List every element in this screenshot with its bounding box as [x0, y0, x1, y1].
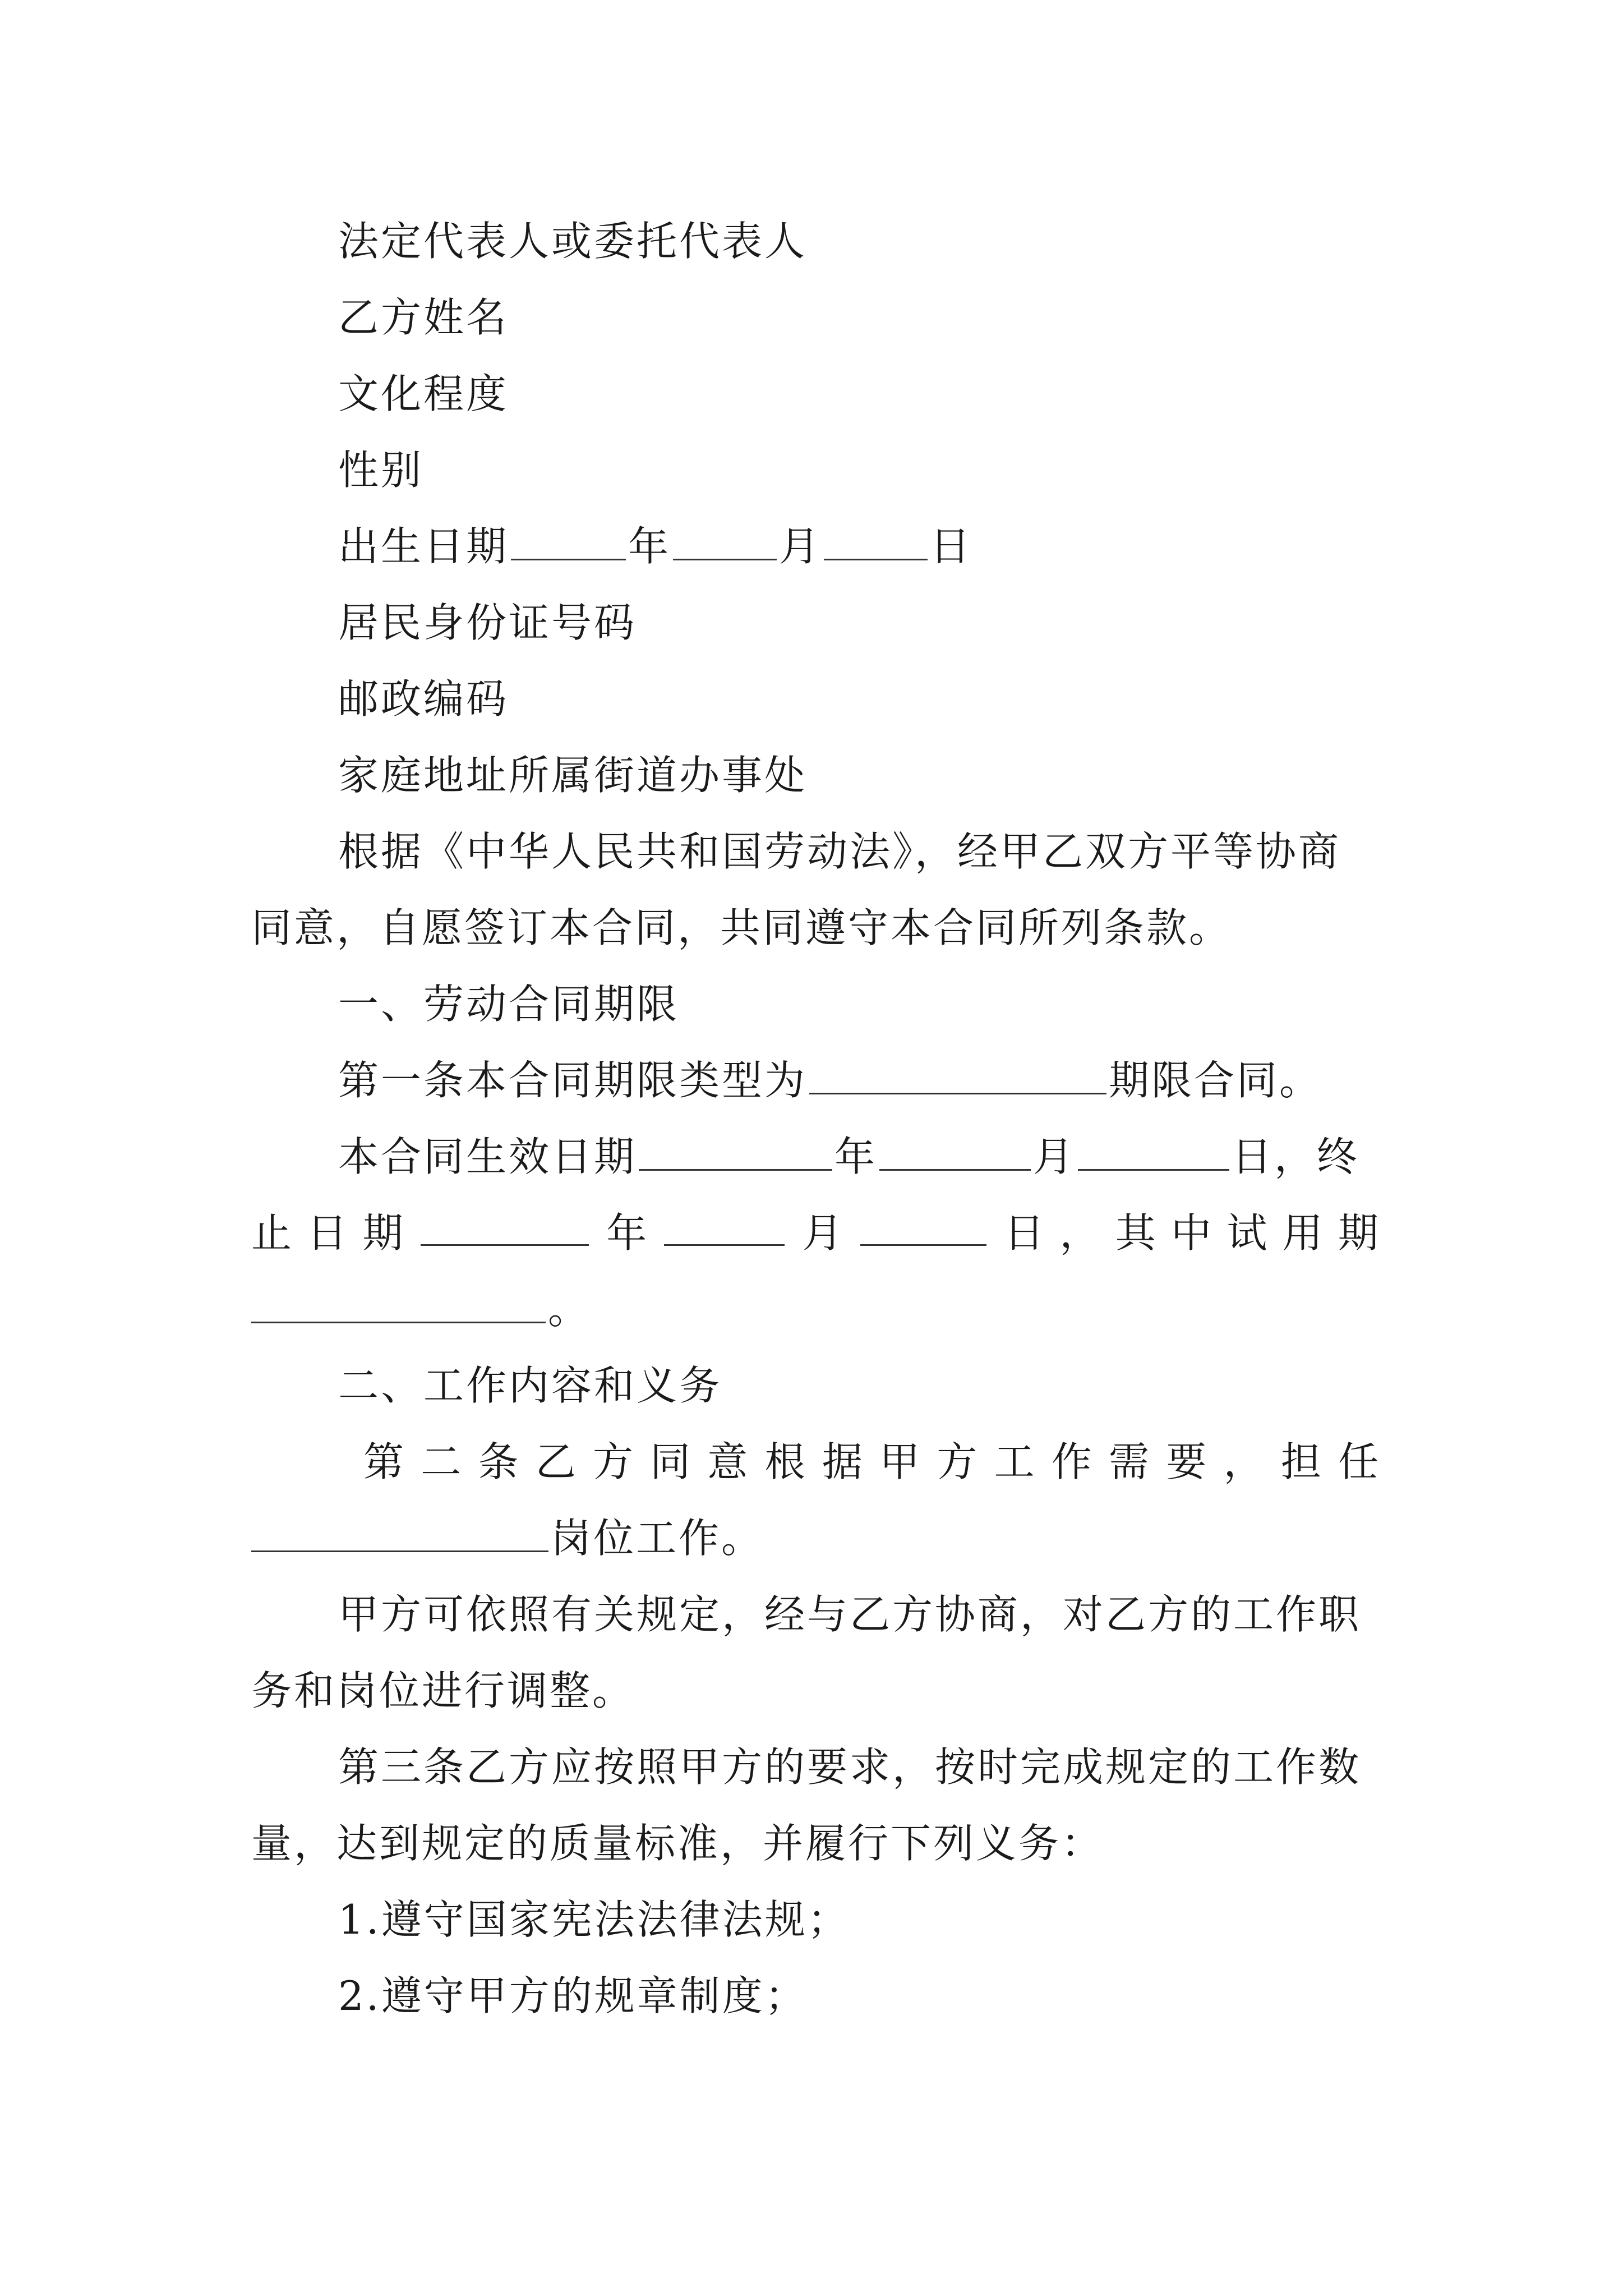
end-day-blank	[860, 1205, 986, 1246]
end-char: 期	[1338, 1209, 1378, 1257]
article-3-line-2: 量，达到规定的质量标准，并履行下列义务：	[251, 1820, 1104, 1867]
end-char: 其	[1115, 1209, 1156, 1257]
end-char: 用	[1282, 1209, 1323, 1257]
section-heading-2: 二、工作内容和义务	[338, 1362, 722, 1409]
art2-char: 甲	[879, 1438, 920, 1485]
birth-label: 出生日期	[338, 523, 509, 570]
art2-char: 作	[1051, 1438, 1092, 1485]
effective-month-label: 月	[1033, 1133, 1076, 1180]
effective-year-blank	[639, 1130, 832, 1171]
article-1-line	[338, 1052, 1322, 1108]
end-year-label: 年	[606, 1209, 647, 1257]
birth-year-label: 年	[628, 523, 671, 570]
line-birth-date	[338, 518, 972, 574]
art2-char: 任	[1338, 1438, 1378, 1485]
end-char: ，	[1059, 1209, 1100, 1257]
art2-char: 方	[937, 1438, 978, 1485]
birth-day-label: 日	[930, 523, 973, 570]
art2-char: 担	[1280, 1438, 1321, 1485]
adjust-line-2: 务和岗位进行调整。	[251, 1667, 635, 1714]
line-name: 乙方姓名	[338, 294, 509, 341]
birth-day-blank	[824, 519, 928, 560]
article-3-line-1: 第三条乙方应按照甲方的要求，按时完成规定的工作数	[338, 1743, 1362, 1791]
basis-line-2: 同意，自愿签订本合同，共同遵守本合同所列条款。	[251, 904, 1232, 951]
duty-item-1: 1.遵守国家宪法法律法规；	[338, 1896, 850, 1943]
end-month-label: 月	[802, 1209, 843, 1257]
end-char: 日	[307, 1209, 348, 1257]
birth-year-blank	[511, 519, 626, 560]
art2-char: 二	[421, 1438, 462, 1485]
duty-item-2: 2.遵守甲方的规章制度；	[338, 1972, 808, 2019]
end-char: 期	[362, 1209, 403, 1257]
line-id-number: 居民身份证号码	[338, 599, 637, 646]
art2-char: 需	[1109, 1438, 1150, 1485]
art2-char: 条	[478, 1438, 519, 1485]
art2-char: 乙	[535, 1438, 576, 1485]
art2-char: 同	[650, 1438, 691, 1485]
end-char: 止	[251, 1209, 292, 1257]
art2-char: 工	[994, 1438, 1035, 1485]
effective-month-blank	[879, 1130, 1031, 1171]
section-heading-1: 一、劳动合同期限	[338, 981, 680, 1028]
art2-char: ，	[1223, 1438, 1264, 1485]
effective-label: 本合同生效日期	[338, 1133, 637, 1180]
art2-char: 根	[764, 1438, 805, 1485]
effective-day-blank	[1078, 1130, 1229, 1171]
article-1-label: 第一条本合同期限类型为	[338, 1057, 808, 1104]
effective-date-line	[338, 1129, 1359, 1185]
basis-line-1: 根据《中华人民共和国劳动法》，经甲乙双方平等协商	[338, 828, 1341, 875]
end-date-line	[251, 1205, 1378, 1261]
contract-type-blank	[809, 1053, 1106, 1094]
birth-month-label: 月	[779, 523, 822, 570]
end-day-label: 日	[1004, 1209, 1045, 1257]
end-char: 试	[1227, 1209, 1267, 1257]
end-year-blank	[421, 1205, 589, 1246]
line-address: 家庭地址所属街道办事处	[338, 752, 808, 799]
line-representative: 法定代表人或委托代表人	[338, 218, 808, 265]
art2-char: 第	[363, 1438, 404, 1485]
article-2-line	[363, 1434, 1378, 1490]
birth-month-blank	[673, 519, 777, 560]
line-gender: 性别	[338, 447, 424, 494]
trial-period-end: 。	[548, 1286, 591, 1333]
art2-char: 据	[822, 1438, 863, 1485]
effective-year-label: 年	[834, 1133, 878, 1180]
adjust-line-1: 甲方可依照有关规定，经与乙方协商，对乙方的工作职	[338, 1591, 1362, 1638]
article-1-suffix: 期限合同。	[1109, 1057, 1322, 1104]
art2-char: 方	[592, 1438, 633, 1485]
line-postcode: 邮政编码	[338, 675, 509, 723]
end-month-blank	[664, 1205, 785, 1246]
trial-period-blank	[251, 1282, 546, 1323]
effective-day-suffix: 日，终	[1232, 1133, 1360, 1180]
end-char: 中	[1171, 1209, 1212, 1257]
trial-period-line	[251, 1281, 591, 1337]
position-line	[251, 1510, 764, 1566]
position-suffix: 岗位工作。	[551, 1515, 764, 1562]
art2-char: 要	[1166, 1438, 1207, 1485]
art2-char: 意	[707, 1438, 748, 1485]
line-education: 文化程度	[338, 370, 509, 417]
position-blank	[251, 1511, 548, 1552]
